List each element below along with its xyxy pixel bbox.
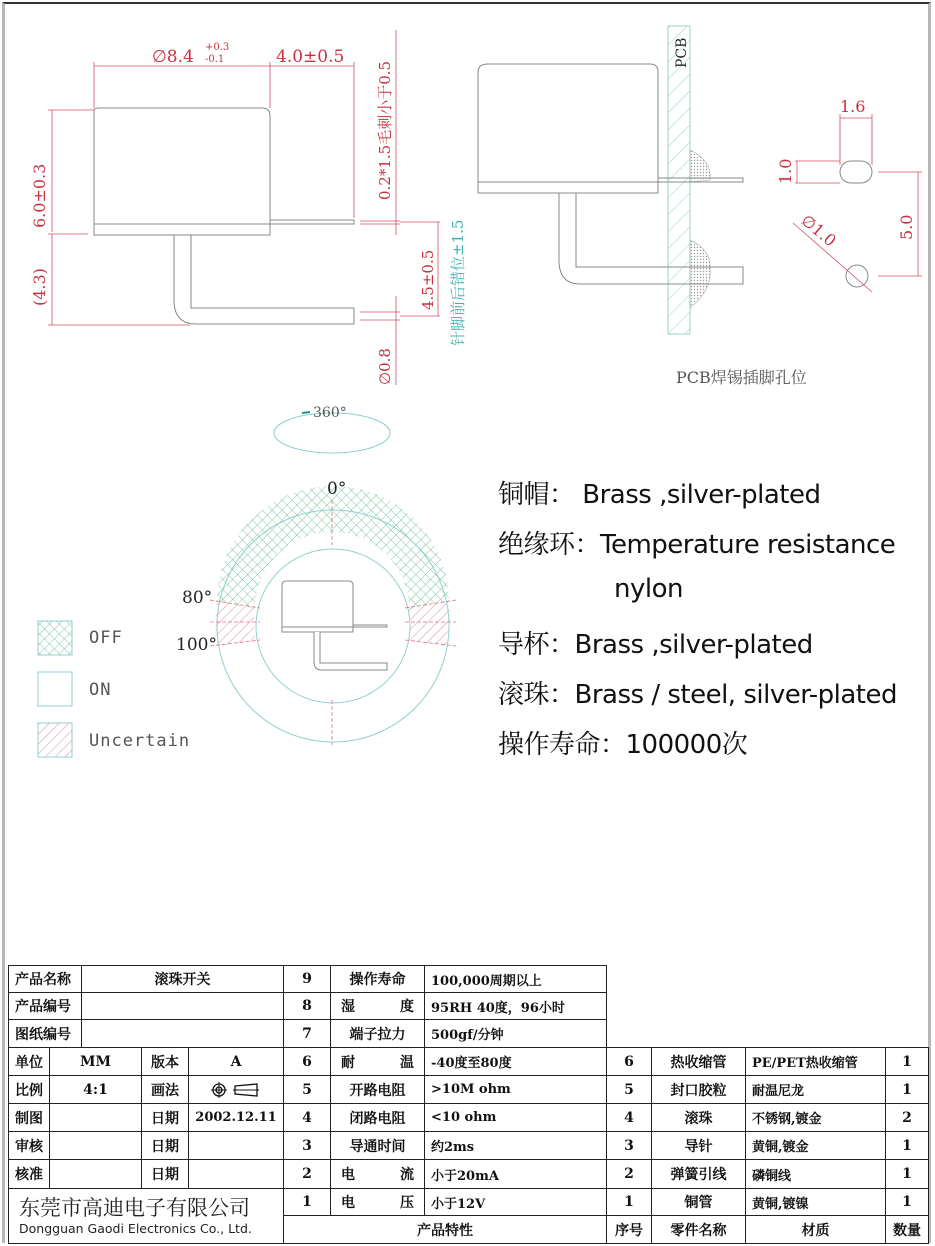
approve-label: 核准 (8, 1159, 50, 1189)
dim-height: 6.0±0.3 (30, 163, 49, 228)
bom-header-part: 零件名称 (651, 1215, 746, 1244)
bom-qty: 1 (885, 1131, 929, 1160)
char-value: 小于20mA (424, 1159, 607, 1189)
scale-label: 比例 (8, 1075, 50, 1104)
dim-pin-diameter: ∅0.8 (376, 348, 394, 385)
spec-insulation-ring-cont: nylon (614, 574, 683, 604)
dim-burr-note: 0.2*1.5毛刺小于0.5 (376, 60, 394, 200)
char-value: 约2ms (424, 1131, 607, 1160)
dim-pin-offset-note: 针脚前后错位±1.5 (449, 219, 467, 346)
bom-part: 弹簧引线 (651, 1159, 746, 1189)
approve-date-label: 日期 (141, 1159, 189, 1189)
char-name: 耐 温 (330, 1047, 425, 1076)
drawn-date-label: 日期 (141, 1103, 189, 1132)
char-no: 9 (283, 965, 331, 993)
spec-guide-cup: 导杯：Brass ,silver-plated (498, 630, 813, 660)
spec-insulation-ring: 绝缘环：Temperature resistance (498, 530, 896, 560)
char-name: 端子拉力 (330, 1019, 425, 1048)
drawn-label: 制图 (8, 1103, 50, 1132)
bom-no: 4 (606, 1103, 652, 1132)
char-name: 电 压 (330, 1188, 425, 1216)
legend-uncertain-swatch (38, 723, 72, 757)
company-block (8, 1188, 284, 1244)
pcb-view (478, 26, 922, 387)
dim-hole-diameter: ∅1.0 (797, 210, 840, 251)
company-name-cn: 东莞市高迪电子有限公司 (19, 1196, 250, 1220)
angle-100: 100° (176, 635, 217, 655)
approve-date (188, 1159, 284, 1189)
drawn-date: 2002.12.11 (188, 1103, 284, 1132)
bom-qty: 1 (885, 1047, 929, 1076)
char-value: 100,000周期以上 (424, 965, 607, 993)
char-value: <10 ohm (424, 1103, 607, 1132)
bom-part: 滚珠 (651, 1103, 746, 1132)
legend-off-swatch (38, 621, 72, 655)
third-angle-projection-icon (211, 1082, 261, 1098)
char-name: 闭路电阻 (330, 1103, 425, 1132)
bom-no: 2 (606, 1159, 652, 1189)
rotation-label: 360° (313, 405, 347, 421)
bom-part: 铜管 (651, 1188, 746, 1216)
characteristics-footer: 产品特性 (283, 1215, 607, 1244)
dim-diameter-tol-minus: -0.1 (205, 54, 225, 65)
pcb-label: PCB (674, 37, 690, 68)
legend-on-label: ON (89, 680, 112, 700)
dim-pin-spacing: 4.5±0.5 (419, 249, 437, 310)
char-no: 3 (283, 1131, 331, 1160)
drawing-no-label: 图纸编号 (8, 1019, 82, 1048)
char-value: 95RH 40度，96小时 (424, 992, 607, 1020)
dim-diameter-tol-plus: +0.3 (205, 42, 230, 53)
bom-no: 1 (606, 1188, 652, 1216)
spec-life: 操作寿命：100000次 (498, 730, 748, 760)
char-name: 导通时间 (330, 1131, 425, 1160)
projection-label: 画法 (141, 1075, 189, 1104)
unit-value: MM (49, 1047, 142, 1076)
review-label: 审核 (8, 1131, 50, 1160)
char-name: 操作寿命 (330, 965, 425, 993)
legend-off-label: OFF (89, 628, 123, 648)
spec-ball: 滚珠：Brass / steel, silver-plated (498, 680, 897, 710)
bom-material: 磷铜线 (745, 1159, 886, 1189)
dim-hole-spacing: 5.0 (897, 214, 916, 240)
version-label: 版本 (141, 1047, 189, 1076)
bom-no: 6 (606, 1047, 652, 1076)
legend-on-swatch (38, 672, 72, 706)
bom-qty: 1 (885, 1075, 929, 1104)
scale-value: 4:1 (49, 1075, 142, 1104)
side-view (30, 30, 467, 385)
char-no: 2 (283, 1159, 331, 1189)
review-date-label: 日期 (141, 1131, 189, 1160)
bom-material: PE/PET热收缩管 (745, 1047, 886, 1076)
char-no: 8 (283, 992, 331, 1020)
projection-symbol (188, 1075, 284, 1104)
bom-qty: 2 (885, 1103, 929, 1132)
bom-qty: 1 (885, 1188, 929, 1216)
char-name: 电 流 (330, 1159, 425, 1189)
bom-material: 黄铜,镀金 (745, 1131, 886, 1160)
char-name: 湿 度 (330, 992, 425, 1020)
unit-label: 单位 (8, 1047, 50, 1076)
angle-0: 0° (327, 479, 347, 499)
char-value: -40度至80度 (424, 1047, 607, 1076)
review-by (49, 1131, 142, 1160)
char-value: 小于12V (424, 1188, 607, 1216)
product-name: 滚珠开关 (81, 965, 284, 993)
product-no-label: 产品编号 (8, 992, 82, 1020)
angle-diagram (38, 405, 456, 757)
drawing-no (81, 1019, 284, 1048)
bom-material: 耐温尼龙 (745, 1075, 886, 1104)
bom-part: 热收缩管 (651, 1047, 746, 1076)
char-no: 4 (283, 1103, 331, 1132)
bom-header-material: 材质 (745, 1215, 886, 1244)
bom-material: 黄铜,镀镍 (745, 1188, 886, 1216)
dim-lead-length: 4.0±0.5 (276, 47, 345, 67)
char-value: >10M ohm (424, 1075, 607, 1104)
dim-slot-width: 1.6 (840, 97, 866, 116)
bom-material: 不锈钢,镀金 (745, 1103, 886, 1132)
product-no (81, 992, 284, 1020)
char-name: 开路电阻 (330, 1075, 425, 1104)
char-value: 500gf/分钟 (424, 1019, 607, 1048)
bom-part: 封口胶粒 (651, 1075, 746, 1104)
approve-by (49, 1159, 142, 1189)
dim-slot-height: 1.0 (776, 158, 795, 184)
bom-qty: 1 (885, 1159, 929, 1189)
spec-copper-cap: 铜帽： Brass ,silver-plated (498, 480, 821, 510)
pcb-caption: PCB焊锡插脚孔位 (676, 368, 807, 387)
bom-no: 3 (606, 1131, 652, 1160)
char-no: 7 (283, 1019, 331, 1048)
version-value: A (188, 1047, 284, 1076)
bom-header-qty: 数量 (885, 1215, 929, 1244)
char-no: 5 (283, 1075, 331, 1104)
char-no: 6 (283, 1047, 331, 1076)
bom-part: 导针 (651, 1131, 746, 1160)
angle-80: 80° (182, 588, 213, 608)
bom-header-no: 序号 (606, 1215, 652, 1244)
product-name-label: 产品名称 (8, 965, 82, 993)
char-no: 1 (283, 1188, 331, 1216)
dim-pin-height: (4.3) (30, 268, 49, 306)
drawn-by (49, 1103, 142, 1132)
company-name-en: Dongguan Gaodi Electronics Co., Ltd. (19, 1221, 252, 1236)
bom-no: 5 (606, 1075, 652, 1104)
dim-diameter: ∅8.4 (152, 47, 194, 67)
legend-uncertain-label: Uncertain (89, 731, 191, 751)
review-date (188, 1131, 284, 1160)
